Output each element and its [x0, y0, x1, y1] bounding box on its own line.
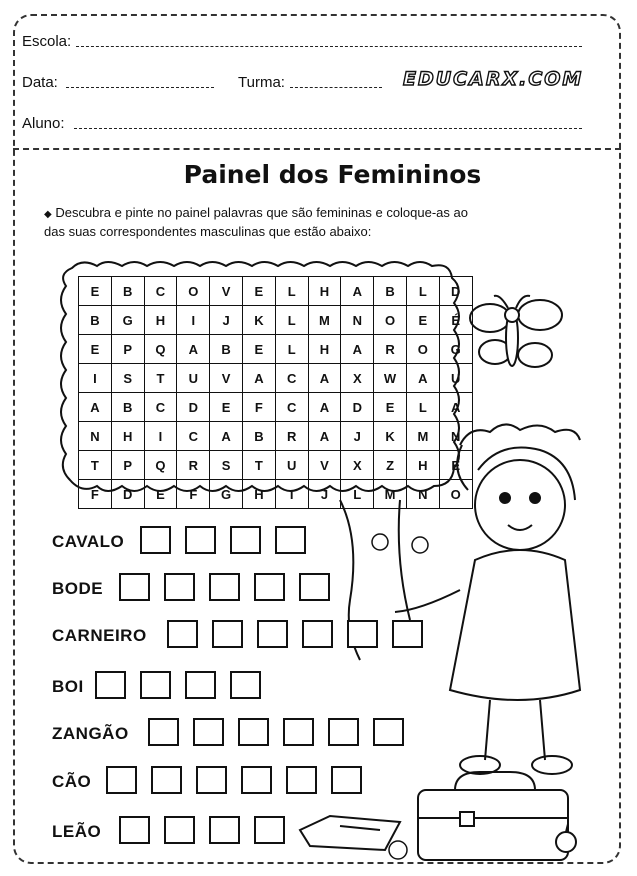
grid-cell[interactable]: B: [79, 306, 112, 335]
grid-cell[interactable]: N: [79, 422, 112, 451]
class-label: Turma:: [238, 74, 285, 91]
grid-cell[interactable]: D: [111, 480, 144, 509]
grid-cell[interactable]: U: [177, 364, 210, 393]
answer-boxes: [95, 671, 261, 699]
grid-cell[interactable]: X: [341, 364, 374, 393]
answer-boxes: [140, 526, 306, 554]
answer-boxes: [119, 816, 285, 844]
grid-cell[interactable]: E: [79, 277, 112, 306]
grid-cell[interactable]: R: [177, 451, 210, 480]
grid-cell[interactable]: I: [144, 422, 177, 451]
grid-cell[interactable]: A: [308, 364, 341, 393]
answer-box[interactable]: [119, 816, 150, 844]
word-label: ZANGÃO: [52, 724, 129, 743]
grid-cell[interactable]: I: [275, 480, 308, 509]
answer-box[interactable]: [254, 816, 285, 844]
answer-box[interactable]: [286, 766, 317, 794]
grid-cell[interactable]: L: [406, 277, 439, 306]
grid-cell[interactable]: D: [341, 393, 374, 422]
grid-cell[interactable]: B: [242, 422, 275, 451]
grid-cell[interactable]: H: [406, 451, 439, 480]
school-label: Escola:: [22, 33, 72, 50]
grid-cell[interactable]: B: [374, 277, 407, 306]
word-label: BODE: [52, 579, 104, 598]
grid-cell[interactable]: R: [374, 335, 407, 364]
grid-cell[interactable]: K: [374, 422, 407, 451]
grid-cell[interactable]: G: [210, 480, 243, 509]
grid-cell[interactable]: J: [341, 422, 374, 451]
instruction-line-1: Descubra e pinte no painel palavras que são femininas e coloque-as ao: [55, 205, 468, 220]
grid-cell[interactable]: A: [242, 364, 275, 393]
grid-cell[interactable]: B: [210, 335, 243, 364]
answer-box[interactable]: [106, 766, 137, 794]
grid-cell[interactable]: G: [111, 306, 144, 335]
grid-cell[interactable]: O: [177, 277, 210, 306]
grid-cell[interactable]: A: [308, 422, 341, 451]
grid-cell[interactable]: S: [210, 451, 243, 480]
book-icon: [300, 816, 400, 850]
grid-cell[interactable]: L: [275, 306, 308, 335]
answer-box[interactable]: [254, 573, 285, 601]
answer-box[interactable]: [95, 671, 126, 699]
grid-cell[interactable]: Q: [144, 451, 177, 480]
grid-cell[interactable]: F: [79, 480, 112, 509]
answer-box[interactable]: [209, 573, 240, 601]
grid-cell[interactable]: Z: [374, 451, 407, 480]
grid-cell[interactable]: C: [275, 364, 308, 393]
grid-cell[interactable]: R: [275, 422, 308, 451]
answer-boxes: [148, 718, 404, 746]
answer-box[interactable]: [275, 526, 306, 554]
grid-cell[interactable]: B: [111, 393, 144, 422]
grid-cell[interactable]: H: [242, 480, 275, 509]
answer-box[interactable]: [151, 766, 182, 794]
grid-cell[interactable]: P: [111, 451, 144, 480]
grid-cell[interactable]: H: [144, 306, 177, 335]
grid-cell[interactable]: X: [341, 451, 374, 480]
grid-cell[interactable]: D: [177, 393, 210, 422]
grid-cell[interactable]: O: [374, 306, 407, 335]
answer-box[interactable]: [230, 526, 261, 554]
answer-box[interactable]: [196, 766, 227, 794]
word-label: BOI: [52, 677, 84, 696]
grid-cell[interactable]: A: [439, 393, 472, 422]
grid-cell[interactable]: E: [406, 306, 439, 335]
grid-cell[interactable]: A: [210, 422, 243, 451]
answer-box[interactable]: [119, 573, 150, 601]
grid-cell[interactable]: V: [210, 364, 243, 393]
grid-cell[interactable]: G: [439, 335, 472, 364]
word-label: CAVALO: [52, 532, 125, 551]
grid-cell[interactable]: C: [144, 277, 177, 306]
grid-cell[interactable]: H: [308, 277, 341, 306]
grid-cell[interactable]: A: [341, 277, 374, 306]
answer-boxes: [119, 573, 330, 601]
grid-cell[interactable]: V: [308, 451, 341, 480]
grid-cell[interactable]: A: [308, 393, 341, 422]
answer-box[interactable]: [164, 573, 195, 601]
answer-box[interactable]: [140, 526, 171, 554]
bullet-icon: ◆: [44, 209, 52, 220]
grid-cell[interactable]: A: [79, 393, 112, 422]
grid-cell[interactable]: L: [275, 335, 308, 364]
grid-cell[interactable]: I: [79, 364, 112, 393]
grid-cell[interactable]: E: [210, 393, 243, 422]
student-label: Aluno:: [22, 115, 65, 132]
answer-boxes: [167, 620, 423, 648]
answer-box[interactable]: [185, 526, 216, 554]
grid-cell[interactable]: E: [144, 480, 177, 509]
grid-cell[interactable]: N: [341, 306, 374, 335]
grid-cell[interactable]: C: [144, 393, 177, 422]
grid-cell[interactable]: S: [111, 364, 144, 393]
answer-box[interactable]: [299, 573, 330, 601]
answer-box[interactable]: [257, 620, 288, 648]
answer-box[interactable]: [347, 620, 378, 648]
grid-cell[interactable]: O: [406, 335, 439, 364]
grid-cell[interactable]: A: [341, 335, 374, 364]
grid-cell[interactable]: O: [439, 480, 472, 509]
word-label: CÃO: [52, 772, 92, 791]
grid-cell[interactable]: E: [374, 393, 407, 422]
butterfly-icon: [470, 296, 562, 367]
grid-cell[interactable]: E: [439, 451, 472, 480]
grid-cell[interactable]: T: [144, 364, 177, 393]
answer-box[interactable]: [167, 620, 198, 648]
grid-cell[interactable]: T: [79, 451, 112, 480]
answer-box[interactable]: [373, 718, 404, 746]
grid-cell[interactable]: A: [406, 364, 439, 393]
word-label: CARNEIRO: [52, 626, 147, 645]
grid-cell[interactable]: J: [308, 480, 341, 509]
grid-cell[interactable]: H: [308, 335, 341, 364]
grid-cell[interactable]: N: [439, 422, 472, 451]
grid-cell[interactable]: U: [275, 451, 308, 480]
grid-cell[interactable]: V: [210, 277, 243, 306]
grid-cell[interactable]: E: [242, 277, 275, 306]
answer-box[interactable]: [209, 816, 240, 844]
grid-cell[interactable]: K: [242, 306, 275, 335]
schoolbag-icon: [418, 772, 568, 860]
answer-box[interactable]: [328, 718, 359, 746]
grid-cell[interactable]: M: [308, 306, 341, 335]
grid-cell[interactable]: F: [242, 393, 275, 422]
grid-cell[interactable]: D: [439, 277, 472, 306]
word-label: LEÃO: [52, 822, 102, 841]
answer-box[interactable]: [140, 671, 171, 699]
instruction-line-2: das suas correspondentes masculinas que estão abaixo:: [44, 224, 372, 239]
answer-box[interactable]: [230, 671, 261, 699]
answer-box[interactable]: [302, 620, 333, 648]
grid-cell[interactable]: L: [406, 393, 439, 422]
answer-box[interactable]: [241, 766, 272, 794]
grid-cell[interactable]: L: [341, 480, 374, 509]
girl-illustration: [395, 448, 580, 775]
answer-boxes: [106, 766, 362, 794]
grid-cell[interactable]: C: [177, 422, 210, 451]
grid-cell[interactable]: M: [406, 422, 439, 451]
grid-cell[interactable]: N: [406, 480, 439, 509]
grid-cell[interactable]: P: [111, 335, 144, 364]
grid-cell[interactable]: E: [242, 335, 275, 364]
grid-cell[interactable]: H: [111, 422, 144, 451]
answer-box[interactable]: [331, 766, 362, 794]
answer-box[interactable]: [164, 816, 195, 844]
grid-cell[interactable]: B: [111, 277, 144, 306]
grid-cell[interactable]: É: [439, 306, 472, 335]
grid-cell[interactable]: E: [79, 335, 112, 364]
answer-box[interactable]: [392, 620, 423, 648]
grid-cell[interactable]: A: [177, 335, 210, 364]
page-title: Painel dos Femininos: [183, 160, 482, 189]
answer-box[interactable]: [212, 620, 243, 648]
grid-cell[interactable]: T: [242, 451, 275, 480]
answer-box[interactable]: [148, 718, 179, 746]
grid-cell[interactable]: W: [374, 364, 407, 393]
answer-box[interactable]: [238, 718, 269, 746]
grid-cell[interactable]: Q: [144, 335, 177, 364]
answer-box[interactable]: [185, 671, 216, 699]
grid-cell[interactable]: J: [210, 306, 243, 335]
grid-cell[interactable]: M: [374, 480, 407, 509]
grid-cell[interactable]: C: [275, 393, 308, 422]
answer-box[interactable]: [193, 718, 224, 746]
date-label: Data:: [22, 74, 58, 91]
grid-cell[interactable]: F: [177, 480, 210, 509]
answer-box[interactable]: [283, 718, 314, 746]
brand-logo: EDUCARX.COM: [403, 68, 584, 90]
grid-cell[interactable]: L: [275, 277, 308, 306]
grid-cell[interactable]: U: [439, 364, 472, 393]
grid-cell[interactable]: I: [177, 306, 210, 335]
